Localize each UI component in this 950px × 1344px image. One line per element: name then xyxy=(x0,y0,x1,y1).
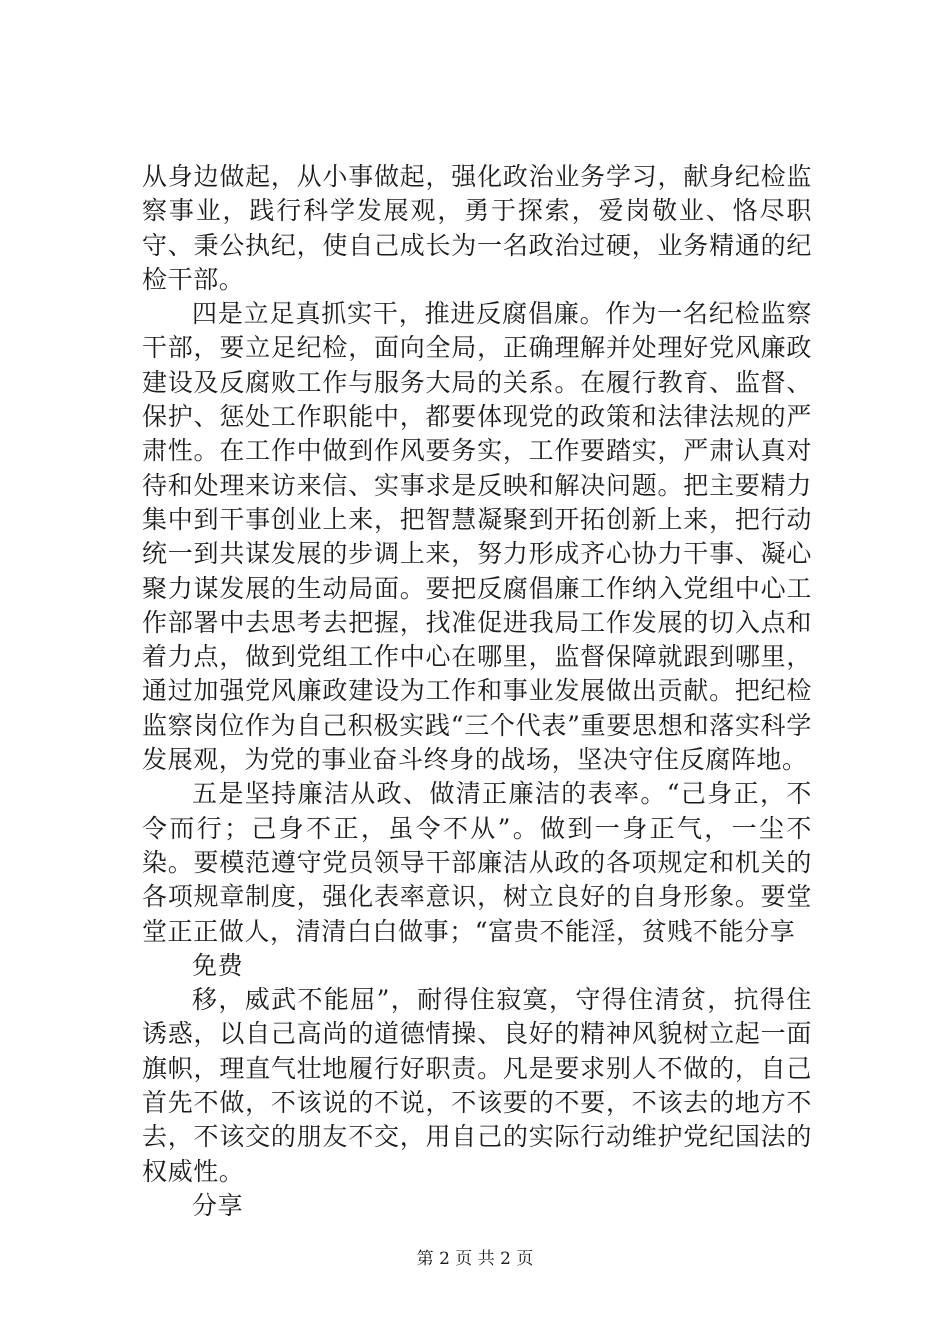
document-body xyxy=(142,160,812,1223)
paragraph-point-four: 四是立足真抓实干，推进反腐倡廉。作为一名纪检监察干部，要立足纪检，面向全局，正确理解并处理好党风廉政建设及反腐败工作与服务大局的关系。在履行教育、监督、保护、惩处工作职能中，都要体现党的政策和法律法规的严肃性。在工作中做到作风要务实，工作要踏实，严肃认真对待和处理来访来信、实事求是反映和解决问题。把主要精力集中到干事创业上来，把智慧凝聚到开拓创新上来，把行动统一到共谋发展的步调上来，努力形成齐心协力干事、凝心聚力谋发展的生动局面。要把反腐倡廉工作纳入党组中心工作部署中去思考去把握，找准促进我局工作发展的切入点和着力点，做到党组工作中心在哪里，监督保障就跟到哪里，通过加强党风廉政建设为工作和事业发展做出贡献。把纪检监察岗位作为自己积极实践“三个代表”重要思想和落实科学发展观，为党的事业奋斗终身的战场，坚决守住反腐阵地。 xyxy=(142,299,812,775)
paragraph-continuation: 从身边做起，从小事做起，强化政治业务学习，献身纪检监察事业，践行科学发展观，勇于探索，爱岗敬业、恪尽职守、秉公执纪，使自己成长为一名政治过硬，业务精通的纪检干部。 xyxy=(142,162,812,294)
paragraph-free-label: 免费 xyxy=(192,950,244,980)
paragraph-share-label: 分享 xyxy=(192,1190,244,1220)
paragraph-point-five-continued: 移，威武不能屈”，耐得住寂寞，守得住清贫，抗得住诱惑，以自己高尚的道德情操、良好的精神风貌树立起一面旗帜，理直气壮地履行好职责。凡是要求别人不做的，自己首先不做，不该说的不说，不该要的不要，不该去的地方不去，不该交的朋友不交，用自己的实际行动维护党纪国法的权威性。 xyxy=(142,985,812,1186)
page-number-footer: 第 2 页 共 2 页 xyxy=(416,1249,534,1269)
paragraph-point-five: 五是坚持廉洁从政、做清正廉洁的表率。“己身正，不令而行；己身不正，虽令不从”。做到一身正气，一尘不染。要模范遵守党员领导干部廉洁从政的各项规定和机关的各项规章制度，强化表率意识，树立良好的自身形象。要堂堂正正做人，清清白白做事；“富贵不能淫，贫贱不能分享 xyxy=(142,779,812,946)
